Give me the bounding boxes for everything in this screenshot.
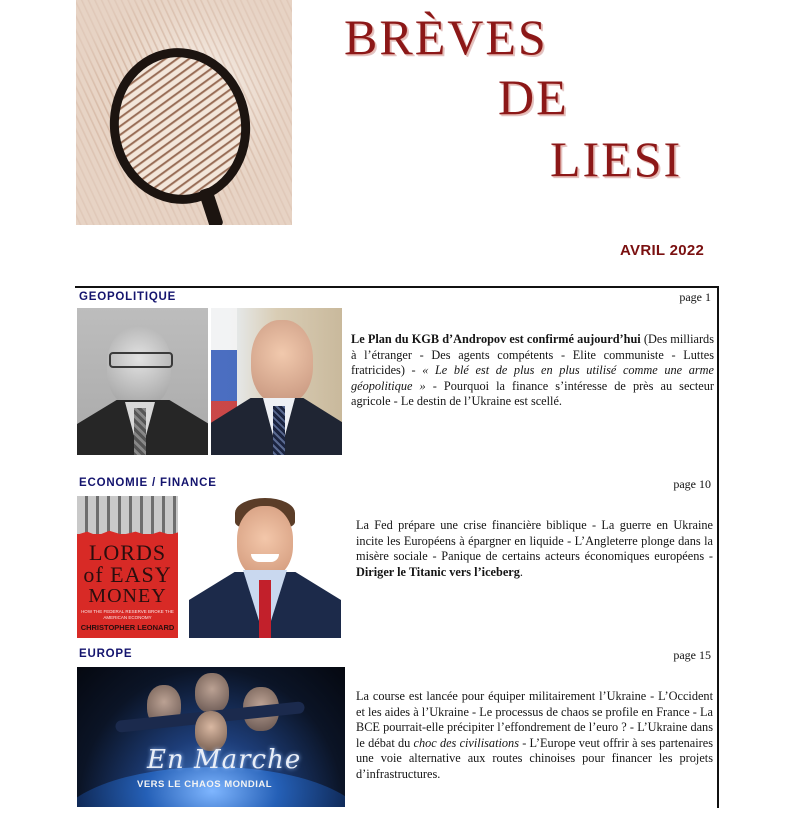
book-title-line: MONEY — [88, 585, 167, 607]
page-reference[interactable]: page 10 — [673, 477, 711, 491]
montage-en-marche — [77, 667, 345, 807]
section-europe — [75, 645, 717, 815]
glasses — [109, 352, 173, 368]
book-title-line: LORDS — [88, 540, 167, 565]
emphasis: choc des civilisations — [413, 735, 519, 750]
figure-center-back — [195, 673, 229, 713]
title-word-de: DE — [498, 69, 569, 125]
headline[interactable]: Diriger le Titanic vers l’iceberg — [356, 564, 520, 579]
summary-text: La course est lancée pour équiper militairement l’Ukraine - L’Occident et les aides à l’Ukraine - Le processus de chaos se profile en France - La BCE pourrait-elle précipiter l’effondrement de l’euro ? - L’Ukraine dans le débat du — [356, 689, 713, 750]
section-summary — [351, 332, 714, 410]
quote: « Le blé est de plus en plus utilisé comme une arme géopolitique » — [351, 363, 714, 393]
section-label: GEOPOLITIQUE — [79, 291, 177, 303]
montage-title: En Marche — [147, 745, 302, 775]
table-of-contents-frame — [75, 286, 719, 808]
summary-text: La Fed prépare une crise financière biblique - La guerre en Ukraine incite les Européens à épargner en liquide - L’Angleterre plonge dans la misère sociale - Panique de certains acteurs économiques européens - — [356, 518, 713, 563]
issue-date: AVRIL 2022 — [620, 242, 705, 259]
smile — [251, 554, 279, 562]
page-reference[interactable]: page 1 — [679, 290, 711, 304]
portrait-putin — [211, 308, 342, 455]
section-summary — [356, 518, 713, 580]
portrait-christopher-leonard — [185, 496, 345, 638]
portrait-andropov — [77, 308, 208, 455]
section-geopolitique — [75, 288, 717, 473]
book-subtitle: HOW THE FEDERAL RESERVE BROKE THE AMERICAN ECONOMY — [81, 609, 174, 620]
tie — [134, 408, 146, 455]
tie — [259, 580, 271, 638]
page-reference[interactable]: page 15 — [673, 648, 711, 662]
summary-text: (Des milliards à l’étranger - Des agents compétents - Elite communiste - Luttes fratricides) - — [351, 332, 714, 377]
book-cover-lords-of-easy-money — [77, 496, 178, 638]
summary-text: - Pourquoi la finance s’intéresse de près au secteur agricole - Le destin de l’Ukraine est scellé. — [351, 378, 714, 408]
title-word-breves: BRÈVES — [344, 9, 548, 65]
hero-image-magnifying-glass — [76, 0, 292, 225]
montage-tagline: VERS LE CHAOS MONDIAL — [137, 779, 273, 790]
face — [237, 506, 293, 578]
section-economie-finance — [75, 474, 717, 644]
summary-text: - L’Europe veut offrir à ses partenaires une voie alternative aux routes chinoises pour financer les projets d’infrastructures. — [356, 735, 714, 781]
title-word-liesi: LIESI — [550, 131, 683, 187]
book-author: CHRISTOPHER LEONARD — [80, 623, 175, 632]
tie — [273, 406, 285, 455]
federal-reserve-building — [77, 496, 178, 534]
section-summary — [356, 689, 713, 782]
headline[interactable]: Le Plan du KGB d’Andropov est confirmé aujourd’hui — [351, 332, 641, 346]
book-title-line: of EASY — [83, 562, 172, 587]
section-label: ECONOMIE / FINANCE — [79, 477, 217, 489]
summary-text: . — [519, 564, 523, 579]
section-label: EUROPE — [79, 648, 133, 660]
face — [251, 320, 313, 404]
